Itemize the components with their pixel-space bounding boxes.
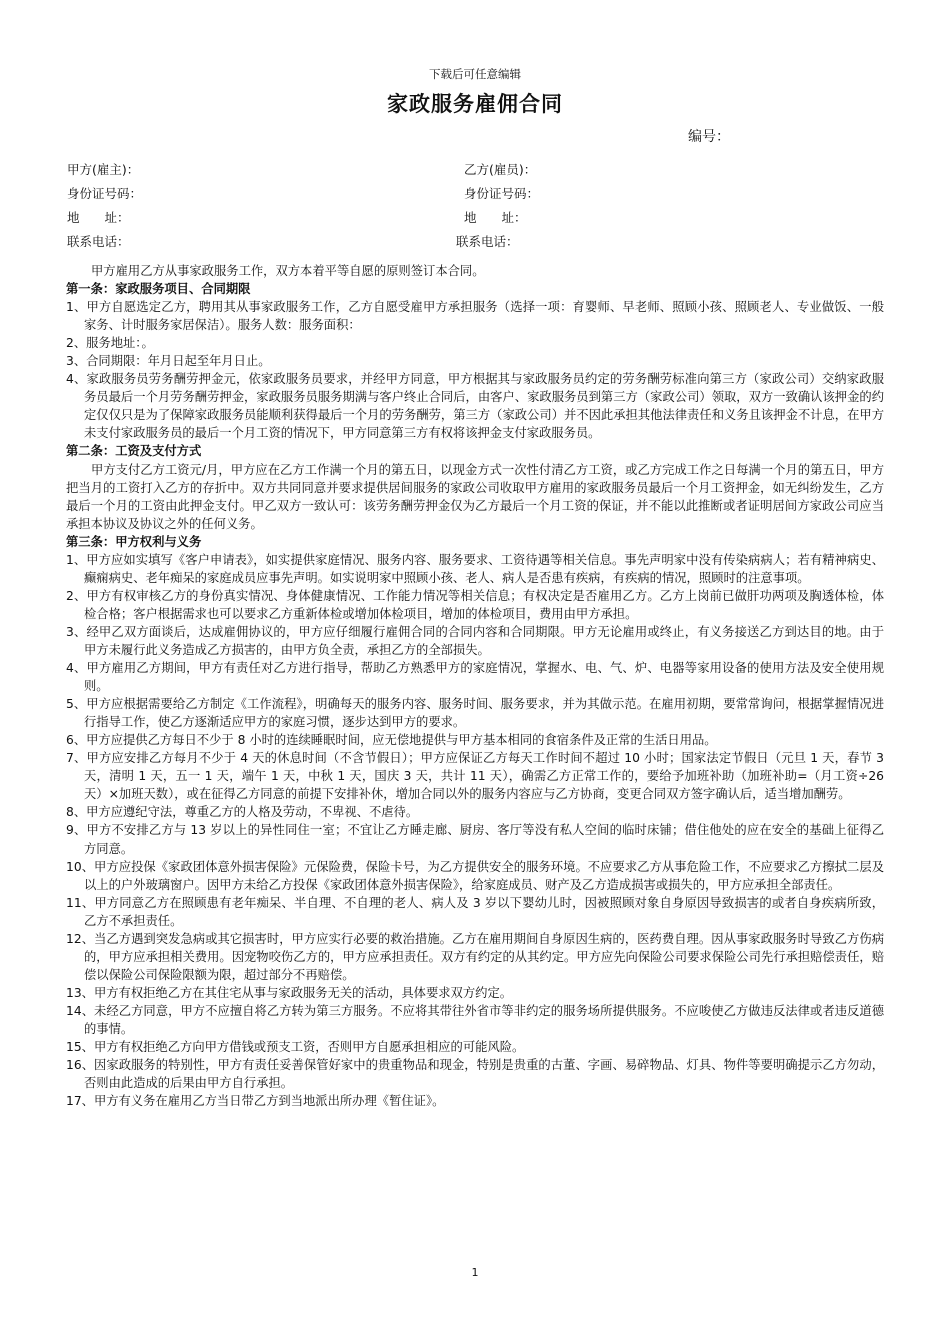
section-3-item: 17、甲方有义务在雇用乙方当日带乙方到当地派出所办理《暂住证》。	[66, 1094, 445, 1109]
section-3-item: 2、甲方有权审核乙方的身份真实情况、身体健康情况、工作能力情况等相关信息；有权决定是否雇用乙方。乙方上岗前已做肝功两项及胸透体检，体检合格；客户根据需求也可以要求乙方重新体检或增加体检项目，增加的体检项目，费用由甲方承担。	[66, 588, 884, 621]
employee-id-label: 身份证号码：	[464, 186, 540, 201]
section-3-item: 10、甲方应投保《家政团体意外损害保险》元保险费，保险卡号，为乙方提供安全的服务环境。不应要求乙方从事危险工作，不应要求乙方擦拭二层及以上的户外玻璃窗户。因甲方未给乙方投保《家政团体意外损害保险》，给家庭成员、财产及乙方造成损害或损失的，甲方应承担全部责任。	[66, 859, 884, 892]
section-3-item: 5、甲方应根据需要给乙方制定《工作流程》，明确每天的服务内容、服务时间、服务要求，并为其做示范。在雇用初期，要常常询问，根据掌握情况进行指导工作，使乙方逐渐适应甲方的家庭习惯，逐步达到甲方的要求。	[66, 697, 884, 730]
section-3-item: 15、甲方有权拒绝乙方向甲方借钱或预支工资，否则甲方自愿承担相应的可能风险。	[66, 1040, 525, 1055]
section-3-item: 1、甲方应如实填写《客户申请表》，如实提供家庭情况、服务内容、服务要求、工资待遇等相关信息。事先声明家中没有传染病病人；若有精神病史、癫痫病史、老年痴呆的家庭成员应事先声明。如实说明家中照顾小孩、老人、病人是否患有疾病，有疾病的情况，照顾时的注意事项。	[66, 552, 884, 585]
section-1-item: 4、家政服务员劳务酬劳押金元，依家政服务员要求，并经甲方同意，甲方根据其与家政服务员约定的劳务酬劳标准向第三方（家政公司）交纳家政服务员最后一个月劳务酬劳押金，家政服务员服务期满与客户终止合同后，由客户、家政服务员到第三方（家政公司）领取，双方一致确认该押金的约定仅仅只是为了保障家政服务员能顺利获得最后一个月的劳务酬劳，第三方（家政公司）并不因此承担其他法律责任和义务且该押金不计息，在甲方未支付家政服务员的最后一个月工资的情况下，甲方同意第三方有权将该押金支付家政服务员。	[66, 372, 884, 441]
section-3-item: 7、甲方应安排乙方每月不少于 4 天的休息时间（不含节假日）；甲方应保证乙方每天工作时间不超过 10 小时；国家法定节假日（元旦 1 天，春节 3 天，清明 1 天，五一 1 天，端午 1 天，中秋 1 天，国庆 3 天，共计 11 天），确需乙方正常工作的，要给予加班补助（加班补助=（月工资÷26 天）×加班天数），或在征得乙方同意的前提下安排补休，增加合同以外的服务内容应与乙方协商，变更合同双方签字确认后，适当增加酬劳。	[66, 751, 884, 802]
section-3-item: 4、甲方雇用乙方期间，甲方有责任对乙方进行指导，帮助乙方熟悉甲方的家庭情况，掌握水、电、气、炉、电器等家用设备的使用方法及安全使用规则。	[66, 661, 884, 694]
intro-paragraph: 甲方雇用乙方从事家政服务工作，双方本着平等自愿的原则签订本合同。	[91, 264, 485, 278]
employee-phone-label: 联系电话：	[456, 234, 519, 249]
section-1-item: 2、服务地址：。	[66, 336, 154, 351]
employer-label: 甲方(雇主)：	[67, 162, 140, 177]
header-note: 下载后可任意编辑	[429, 67, 521, 81]
section-3-heading: 第三条：甲方权利与义务	[66, 534, 202, 549]
contract-number-label: 编号：	[688, 129, 730, 145]
employer-id-label: 身份证号码：	[67, 186, 143, 201]
section-3-item: 16、因家政服务的特别性，甲方有责任妥善保管好家中的贵重物品和现金，特别是贵重的古董、字画、易碎物品、灯具、物件等要明确提示乙方勿动，否则由此造成的后果由甲方自行承担。	[66, 1058, 884, 1091]
contract-body	[66, 262, 884, 1110]
section-3-item: 12、当乙方遇到突发急病或其它损害时，甲方应实行必要的救治措施。乙方在雇用期间自身原因生病的，医药费自理。因从事家政服务时导致乙方伤病的，甲方应承担相关费用。因宠物咬伤乙方的，甲方应承担责任。双方有约定的从其约定。甲方应先向保险公司要求保险公司先行承担赔偿责任，赔偿以保险公司保险限额为限，超过部分不再赔偿。	[66, 931, 884, 982]
section-2-heading: 第二条：工资及支付方式	[66, 444, 202, 459]
section-1-heading: 第一条：家政服务项目、合同期限	[66, 282, 251, 297]
section-1-item: 3、合同期限：年月日起至年月日止。	[66, 354, 271, 369]
page-title: 家政服务雇佣合同	[387, 91, 563, 116]
section-3-item: 6、甲方应提供乙方每日不少于 8 小时的连续睡眠时间，应无偿地提供与甲方基本相同的食宿条件及正常的生活日用品。	[66, 733, 717, 748]
section-3-item: 11、甲方同意乙方在照顾患有老年痴呆、半自理、不自理的老人、病人及 3 岁以下婴幼儿时，因被照顾对象自身原因导致损害的或者自身疾病所致，乙方不承担责任。	[66, 895, 884, 928]
section-2-paragraph: 甲方支付乙方工资元/月，甲方应在乙方工作满一个月的第五日，以现金方式一次性付清乙方工资，或乙方完成工作之日每满一个月的第五日，甲方把当月的工资打入乙方的存折中。双方共同同意并要求提供居间服务的家政公司收取甲方雇用的家政服务员最后一个月工资押金，如无纠纷发生，乙方最后一个月的工资由此押金支付。甲乙双方一致认可：该劳务酬劳押金仅为乙方最后一个月工资的保证，并不能以此推断或者证明居间方家政公司应当承担本协议及协议之外的任何义务。	[66, 462, 884, 531]
section-3-item: 13、甲方有权拒绝乙方在其住宅从事与家政服务无关的活动，具体要求双方约定。	[66, 985, 513, 1000]
section-3-item: 3、经甲乙双方面谈后，达成雇佣协议的，甲方应仔细履行雇佣合同的合同内容和合同期限。甲方无论雇用或终止，有义务接送乙方到达目的地。由于甲方未履行此义务造成乙方损害的，由甲方负全责，承担乙方的全部损失。	[66, 624, 884, 657]
page-number: 1	[471, 1266, 479, 1279]
employer-address-label: 地 址：	[67, 210, 130, 225]
section-3-item: 8、甲方应遵纪守法，尊重乙方的人格及劳动，不卑视、不虐待。	[66, 805, 419, 820]
employee-address-label: 地 址：	[464, 210, 527, 225]
section-1-item: 1、甲方自愿选定乙方，聘用其从事家政服务工作，乙方自愿受雇甲方承担服务（选择一项：育婴师、早老师、照顾小孩、照顾老人、专业做饭、一般家务、计时服务家居保洁）。服务人数：服务面积：	[66, 300, 884, 333]
employer-phone-label: 联系电话：	[67, 234, 130, 249]
employee-label: 乙方(雇员)：	[464, 162, 537, 177]
section-3-item: 9、甲方不安排乙方与 13 岁以上的异性同住一室；不宜让乙方睡走廊、厨房、客厅等没有私人空间的临时床铺；借住他处的应在安全的基础上征得乙方同意。	[66, 823, 884, 856]
section-3-item: 14、未经乙方同意，甲方不应擅自将乙方转为第三方服务。不应将其带往外省市等非约定的服务场所提供服务。不应唆使乙方做违反法律或者违反道德的事情。	[66, 1003, 884, 1036]
